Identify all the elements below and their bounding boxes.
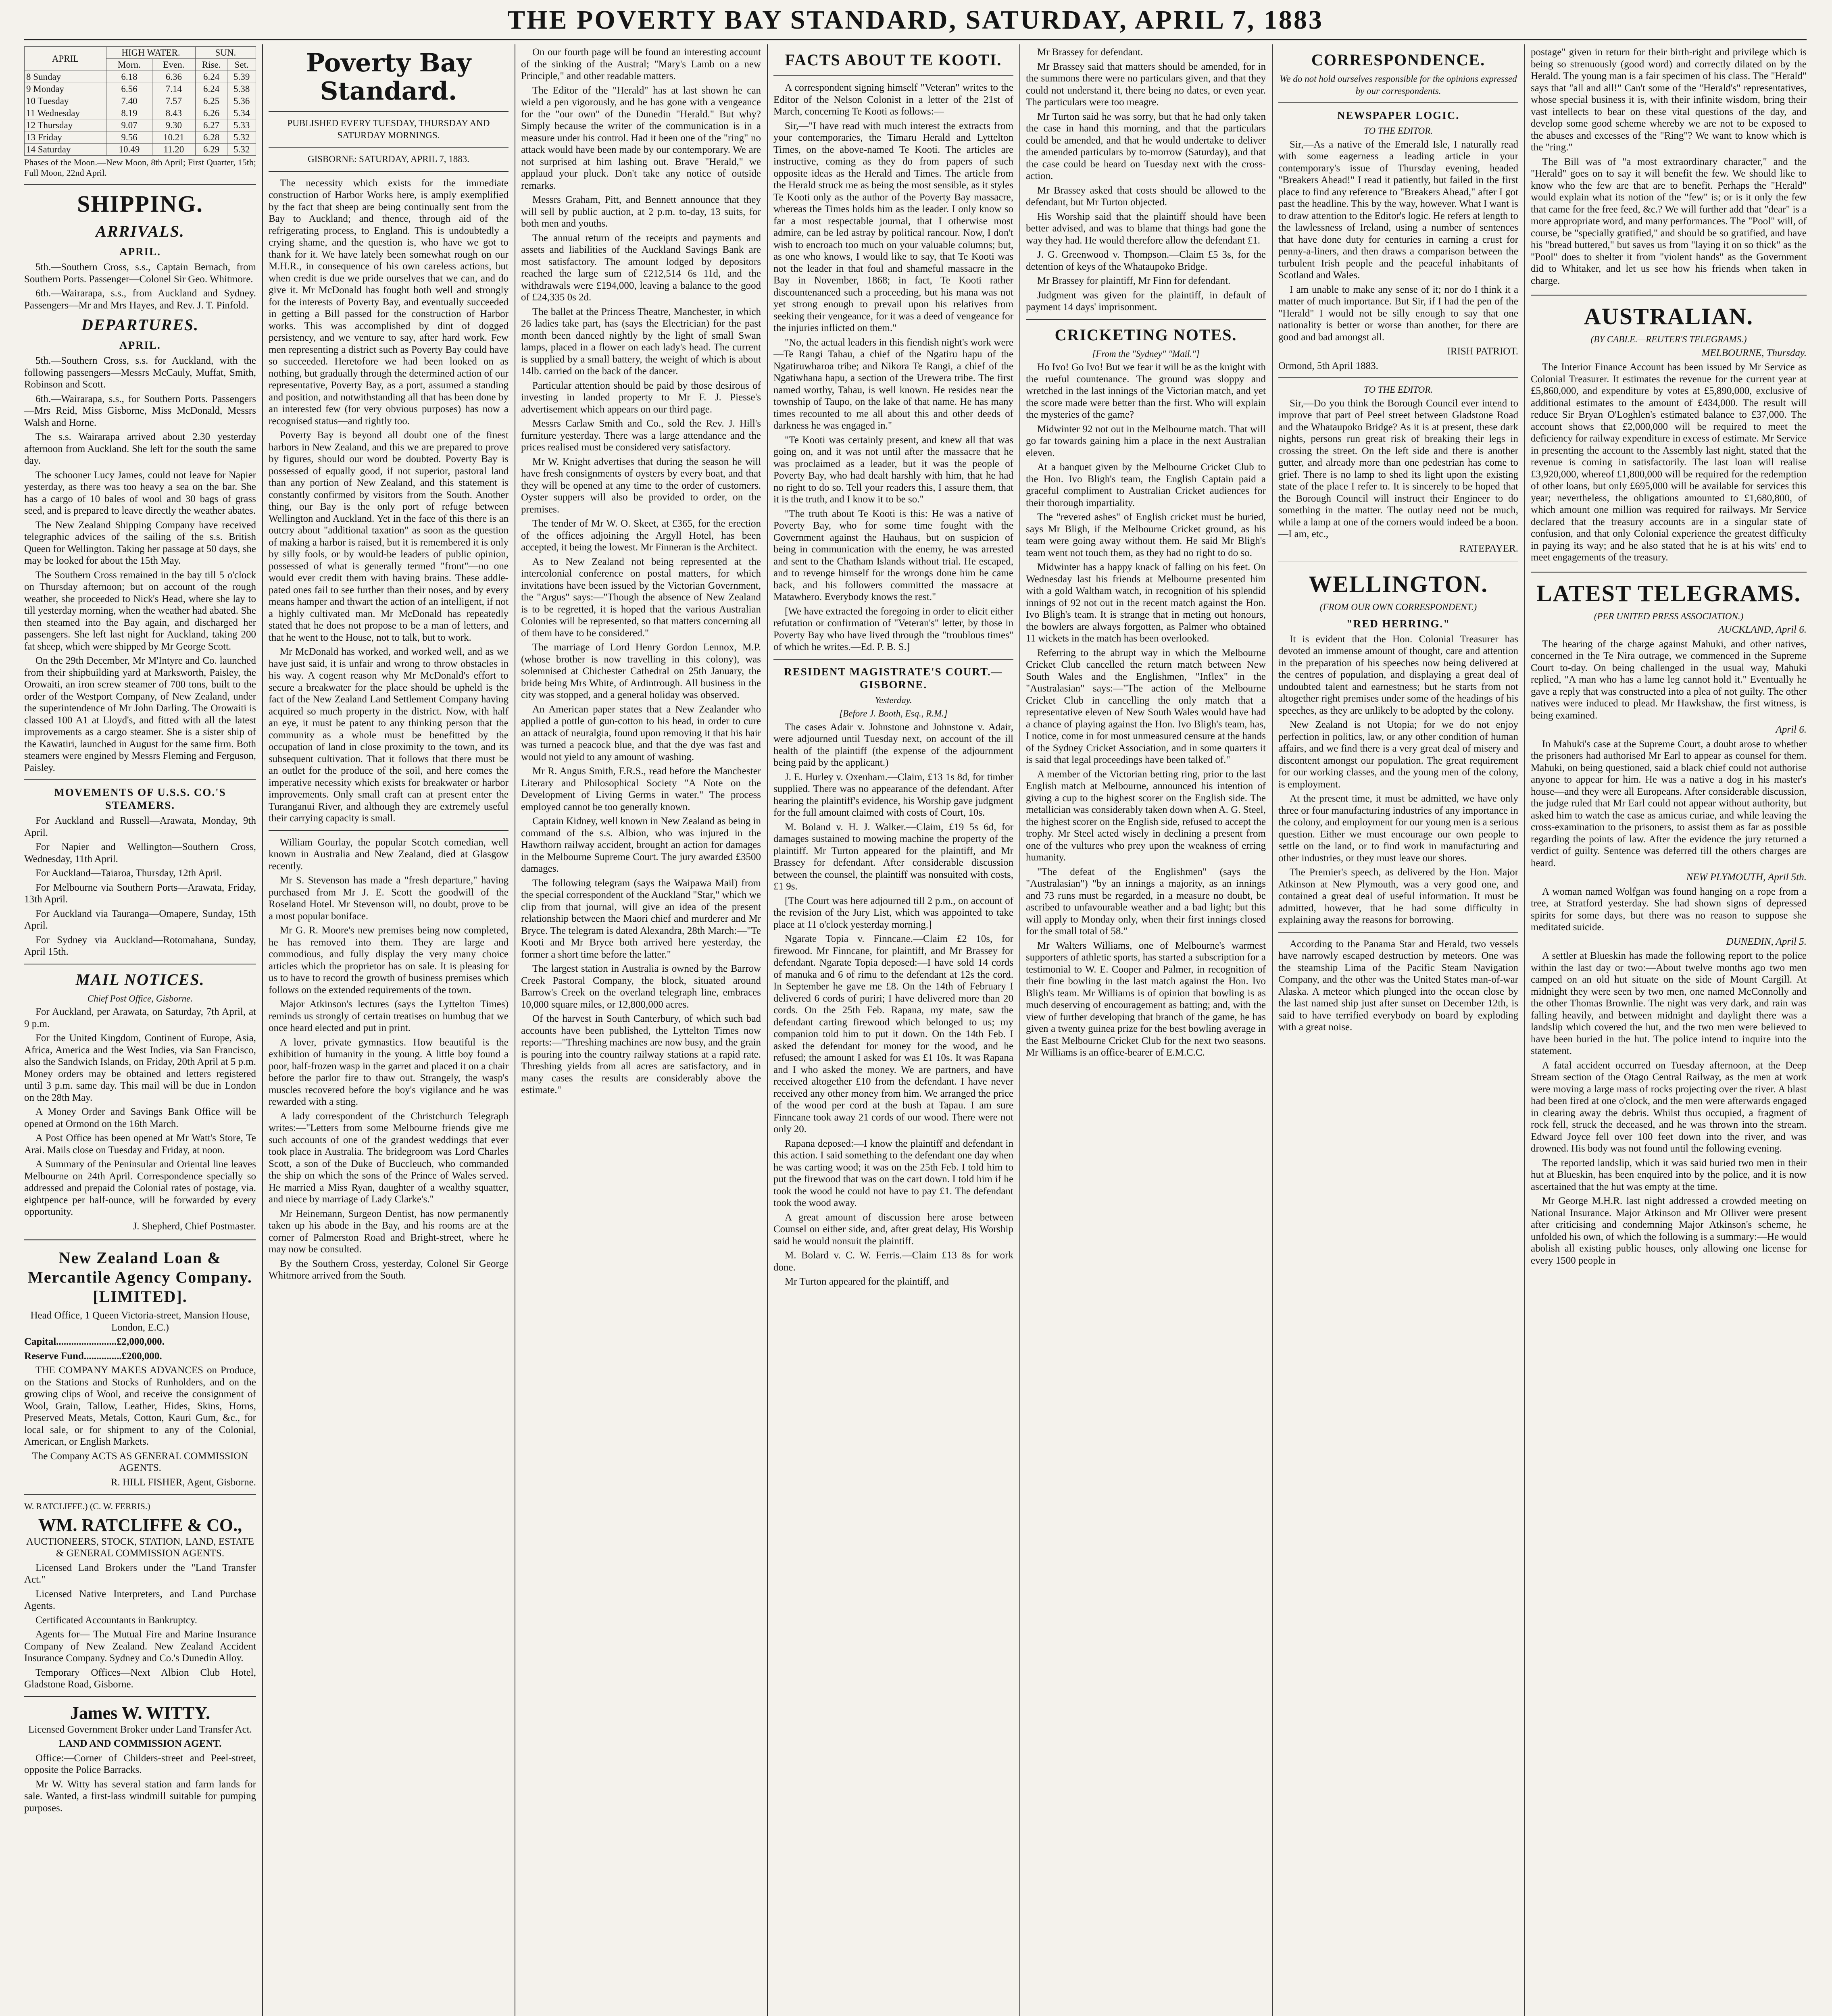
tide-cell: 5.39 — [227, 71, 256, 83]
dateline: DUNEDIN, April 5. — [1726, 936, 1807, 947]
tide-day-name: Friday — [38, 132, 62, 142]
postmaster-signature: J. Shepherd, Chief Postmaster. — [133, 1220, 256, 1232]
article-paragraph: The Premier's speech, as delivered by the Hon. Major Atkinson at New Plymouth, was a very good one, and contained a great deal of useful information. It must be admitted, however, that he had some difficulty in explaining away the reasons for borrowing. — [1278, 867, 1518, 925]
tide-cell: 5.32 — [227, 131, 256, 144]
movement-entry: For Auckland and Russell—Arawata, Monday, 9th April. — [24, 815, 256, 838]
tide-table — [24, 46, 256, 156]
cricket-paragraph: "The defeat of the Englishmen" (says the "Australasian") "by an innings a majority, as an innings and 73 runs must be regarded, in a measure no doubt, be ascribed to unfavourable weather and a bad light; but this will apply to Monday only, when their first innings closed for the small total of 58." — [1026, 866, 1266, 937]
column-5 — [1026, 46, 1266, 2016]
shipping-paragraph: The New Zealand Shipping Company have received telegraphic advices of the sailing of the s.s. British Queen for Wellington. Taking her passage at 50 days, she may be looked for about the 15th May. — [24, 519, 256, 566]
court-case: Judgment was given for the plaintiff, in default of payment 14 days' imprisonment. — [1026, 289, 1266, 312]
divider — [1278, 377, 1518, 378]
article-paragraph: It is evident that the Hon. Colonial Treasurer has devoted an immense amount of thought, care and attention in the preparation of his speeches now being delivered at the centres of population, and displaying a great deal of undoubted talent and earnestness; but he starts from not altogether right premises under some of the headings of his speeches, as they are unlikely to be adopted by the colony. — [1278, 633, 1518, 716]
mail-notice: A Post Office has been opened at Mr Watt's Store, Te Arai. Mails close on Tuesday and Friday, at noon. — [24, 1133, 256, 1156]
divider — [1531, 571, 1807, 573]
ratcliffe-partners: W. RATCLIFFE.) (C. W. FERRIS.) — [24, 1501, 150, 1511]
tide-row — [25, 71, 256, 83]
tide-row — [25, 131, 256, 144]
nz-loan-capital: Capital........................£2,000,000. — [24, 1336, 165, 1347]
tide-day — [25, 83, 106, 95]
ratcliffe-line: Licensed Land Brokers under the "Land Transfer Act." — [24, 1562, 256, 1585]
masthead: THE POVERTY BAY STANDARD, SATURDAY, APRIL 7, 1883 — [507, 5, 1323, 35]
editorial-dateline: GISBORNE: SATURDAY, APRIL 7, 1883. — [307, 154, 470, 164]
court-case: A great amount of discussion here arose between Counsel on either side, and, after great delay, His Worship said he would nonsuit the plaintiff. — [773, 1212, 1013, 1247]
ratcliffe-firm-name: WM. RATCLIFFE & CO., — [38, 1515, 242, 1535]
court-case: J. G. Greenwood v. Thompson.—Claim £5 3s, for the detention of keys of the Whataupoko Bridge. — [1026, 249, 1266, 272]
tide-day-name: Saturday — [38, 144, 71, 154]
column-4 — [773, 46, 1013, 2016]
divider — [269, 147, 509, 148]
court-magistrate: [Before J. Booth, Esq., R.M.] — [839, 708, 948, 719]
tide-day-number: 9 — [26, 84, 31, 94]
tide-cell: 7.40 — [106, 95, 152, 107]
tide-day — [25, 131, 106, 144]
sun-heading: SUN. — [195, 47, 256, 59]
te-kooti-headline: FACTS ABOUT TE KOOTI. — [785, 51, 1002, 69]
letter-signature: IRISH PATRIOT. — [1447, 346, 1518, 357]
news-paragraph: Messrs Carlaw Smith and Co., sold the Rev. J. Hill's furniture yesterday. There was a large attendance and the prices realised must be considered very satisfactory. — [521, 418, 761, 453]
movement-entry: For Auckland via Tauranga—Omapere, Sunday, 15th April. — [24, 908, 256, 931]
letter-headline: NEWSPAPER LOGIC. — [1337, 109, 1460, 121]
tide-day-name: Monday — [33, 84, 64, 94]
dateline: NEW PLYMOUTH, April 5th. — [1686, 872, 1807, 883]
court-day: Yesterday. — [875, 695, 912, 705]
ratcliffe-line: Agents for— The Mutual Fire and Marine Insurance Company of New Zealand. New Zealand Accident Insurance Company. Sydney and Co.'s Dunedin Alloy. — [24, 1629, 256, 1664]
tide-cell: 6.24 — [195, 71, 227, 83]
nz-loan-body: THE COMPANY MAKES ADVANCES on Produce, on the Stations and Stocks of Runholders, and on the growing clips of Wool, and receive the consignment of Wool, Grain, Tallow, Leather, Hides, Skins, Horns, Preserved Meats, Metals, Cotton, Kauri Gum, &c., for local sale, or for shipment to any of the Colonial, American, or English Markets. — [24, 1365, 256, 1447]
editorial-paragraph: The necessity which exists for the immediate construction of Harbor Works here, is amply exemplified by the fact that sheep are being continually sent from the Bay to Auckland; and thence, through aid of the refrigerating process, to England. This is undoubtedly a crying shame, and the question is, who have we got to thank for it. We have lately been somewhat rough on our M.H.R., in consequence of his own careless actions, but when credit is due we pride ourselves that we can, and do give it. Mr McDonald has fought both well and strongly for the interests of Poverty Bay, and eventually succeeded in getting a Bill passed for the construction of Harbor works. This was accomplished by dint of dogged persistency, and we venture to say, after hard work. Few men representing a district such as Poverty Bay could have so succeeded. Heretofore we had been looked on as nothing, but gradually through the determined action of our representative, Poverty Bay, as a port, assumed a standing and position, and notwithstanding all that has been done by an interested few (for very obvious purposes) has now a recognised status—and rightly too. — [269, 177, 509, 427]
telegram-paragraph: In Mahuki's case at the Supreme Court, a doubt arose to whether the prisoners had authorised Mr Earl to appear as counsel for them. Mahuki, on being questioned, said a black chief could not authorise anyone to appear for him. He was a native a dog in his master's house—and they were all Europeans. After considerable discussion, the judge ruled that Mr Earl could not appear without authority, but asked him to watch the case as amicus curiae, and while leaving the cross-examination to the prisoners, to assist them as far as possible regarding the points of law. After the evidence the jury returned a verdict of guilty. Sentence was deferred till the others charges are heard. — [1531, 738, 1807, 868]
column-1 — [24, 46, 256, 2016]
court-case: [The Court was here adjourned till 2 p.m., on account of the revision of the Jury List, which was appointed to take place at 11 o'clock yesterday morning.] — [773, 895, 1013, 930]
witty-sub: LAND AND COMMISSION AGENT. — [58, 1738, 222, 1749]
article-paragraph: A correspondent signing himself "Veteran" writes to the Editor of the Nelson Colonist in a letter of the 21st of March, concerning Te Kooti as follows:— — [773, 82, 1013, 117]
mail-notice: A Money Order and Savings Bank Office will be opened at Ormond on the 16th March. — [24, 1106, 256, 1129]
wellington-source: (FROM OUR OWN CORRESPONDENT.) — [1319, 602, 1477, 612]
court-case: Rapana deposed:—I know the plaintiff and defendant in this action. I said something to the defendant one day when he was carting wood; it was on the 25th Feb. I told him to put the firewood that was on the cart down. I told him if he took the wood he could not have to pay £1. The defendant took the wood away. — [773, 1138, 1013, 1208]
column-divider — [1019, 44, 1020, 2016]
tide-day — [25, 71, 106, 83]
news-paragraph: Captain Kidney, well known in New Zealand as being in command of the s.s. Albion, who was injured in the Hawthorn railway accident, brought an action for damages in the Melbourne Supreme Court. The jury awarded £3500 damages. — [521, 816, 761, 874]
divider — [24, 1696, 256, 1697]
telegram-paragraph: The reported landslip, which it was said buried two men in their hut at Blueskin, has been enquired into by the police, and it is now ascertained that the hut was empty at the time. — [1531, 1157, 1807, 1192]
telegram-paragraph: A settler at Blueskin has made the following report to the police within the last day or two:—About twelve months ago two men camped on an old hut situate on the side of Mount Cargill. At midnight they were seen by two men, one named McConnolly and the other Thomas Brownlie. The night was very dark, and rain was falling heavily, and between midnight and daylight there was a landslip which covered the hut, and the two men were believed to have been buried in the hut. The police intend to inquire into the statement. — [1531, 950, 1807, 1056]
shipping-heading: SHIPPING. — [77, 191, 203, 217]
tide-row — [25, 144, 256, 156]
latest-telegrams-source: (PER UNITED PRESS ASSOCIATION.) — [1594, 611, 1744, 621]
tide-row — [25, 95, 256, 107]
tide-col-even: Even. — [152, 59, 195, 71]
movement-entry: For Napier and Wellington—Southern Cross, Wednesday, 11th April. — [24, 841, 256, 864]
dateline: AUCKLAND, April 6. — [1718, 624, 1807, 635]
news-paragraph: The marriage of Lord Henry Gordon Lennox, M.P. (whose brother is now travelling in this colony), was solemnised at Chichester Cathedral on 25th January, the bride being Mrs White, of Ardintrough. All business in the city was stopped, and a general holiday was observed. — [521, 642, 761, 700]
dateline: MELBOURNE, Thursday. — [1701, 347, 1807, 358]
tide-table-body — [25, 71, 256, 156]
tide-day-number: 12 — [26, 120, 35, 130]
movement-entry: For Melbourne via Southern Ports—Arawata, Friday, 13th April. — [24, 882, 256, 905]
tide-cell: 6.26 — [195, 107, 227, 119]
tide-cell: 6.25 — [195, 95, 227, 107]
wellington-headline: WELLINGTON. — [1309, 571, 1488, 597]
news-paragraph: By the Southern Cross, yesterday, Colonel Sir George Whitmore arrived from the South. — [269, 1258, 509, 1281]
tide-day-name: Thursday — [38, 120, 73, 130]
ratcliffe-line: Temporary Offices—Next Albion Club Hotel, Gladstone Road, Gisborne. — [24, 1667, 256, 1690]
tide-day-number: 14 — [26, 144, 35, 154]
departures-heading: DEPARTURES. — [81, 316, 199, 334]
tide-cell: 5.36 — [227, 95, 256, 107]
movements-heading: MOVEMENTS OF U.S.S. CO.'S STEAMERS. — [54, 786, 226, 811]
news-paragraph: A lover, private gymnastics. How beautiful is the exhibition of humanity in the young. A little boy found a poor, half-frozen wasp in the garret and placed it on a chair before the parlor fire to thaw out. Strangely, the wasp's muscles recovered before the boy's vigilance and he was rewarded with a sting. — [269, 1037, 509, 1107]
letter-salutation: TO THE EDITOR. — [1363, 385, 1433, 395]
mail-notices-heading: MAIL NOTICES. — [75, 970, 205, 989]
nz-loan-office: Head Office, 1 Queen Victoria-street, Mansion House, London, E.C.) — [30, 1310, 250, 1333]
column-divider — [262, 44, 263, 2016]
cricket-paragraph: Ho Ivo! Go Ivo! But we fear it will be as the knight with the rueful countenance. The ground was sloppy and wretched in the last innings of the Victorian match, and yet the score made were better than the first. Who will explain the mysteries of the game? — [1026, 362, 1266, 420]
article-paragraph: New Zealand is not Utopia; for we do not enjoy perfection in politics, law, or any other condition of human affairs, and we find there is a very great deal of misery and discontent amongst our population. The great requirement for our working classes, and the young men of the colony, is employment. — [1278, 719, 1518, 790]
tide-cell: 8.43 — [152, 107, 195, 119]
editorial-paragraph: Poverty Bay is beyond all doubt one of the finest harbors in New Zealand, and this we are prepared to prove by figures, should our word be doubted. Poverty Bay is possessed of equally good, if not superior, pastoral land than any portion of New Zealand, and this statement is constantly confirmed by visitors from the South. Another thing, our Bay is the only port of refuge between Wellington and Auckland. Yet in the face of this there is an outcry about "additional taxation" as soon as the question of making a harbor is raised, but it is remembered it is only by silly fools, or by would-be leaders of public opinion, possessed of what is generally termed "front"—no one would ever credit them with having brains. These addle-pated ones fail to see further than their noses, and by every means hamper and thwart the action of an intelligent, if not a highly cultivated man. Mr McDonald has repeatedly stated that he does not propose to be a man of letters, and that he went to the House, not to talk, but to work. — [269, 430, 509, 643]
ratcliffe-services: AUCTIONEERS, STOCK, STATION, LAND, ESTATE & GENERAL COMMISSION AGENTS. — [26, 1536, 254, 1559]
column-2 — [269, 46, 509, 2016]
news-paragraph: An American paper states that a New Zealander who applied a pottle of gun-cotton to his head, in order to cure an attack of neuralgia, found upon removing it that his hair was turned a peacock blue, and that the dye was fast and would not yield to any amount of washing. — [521, 704, 761, 762]
nz-loan-agent: R. HILL FISHER, Agent, Gisborne. — [110, 1477, 256, 1488]
tide-cell: 6.27 — [195, 119, 227, 131]
news-paragraph: Major Atkinson's lectures (says the Lyttelton Times) reminds us strongly of certain treatises on humbug that we once heard elected and put in print. — [269, 999, 509, 1033]
mail-notice: For the United Kingdom, Continent of Europe, Asia, Africa, America and the West Indies, via San Francisco, also the Sandwich Islands, on Friday, 20th April at 5 p.m. Money orders may be obtained and letters registered until 3 p.m. same day. This mail will be due in London on the 28th May. — [24, 1033, 256, 1103]
news-paragraph: Mr G. R. Moore's new premises being now completed, he has removed into them. They are large and commodious, and fully display the very many choice articles which the proprietor has on sale. It is pleasing for us to have to record the growth of business premises which follows on the extended requirements of the town. — [269, 925, 509, 996]
court-case: M. Boland v. H. J. Walker.—Claim, £19 5s 6d, for damages sustained to mowing machine the property of the plaintiff. Mr Turton appeared for the plaintiff, and Mr Brassey for defendant. After considerable discussion between the counsel, the plaintiff was nonsuited with costs, £1 9s. — [773, 821, 1013, 892]
court-case: The cases Adair v. Johnstone and Johnstone v. Adair, were adjourned until Tuesday next, on account of the ill health of the plaintiff (the expense of the adjournment being paid by the applicant.) — [773, 721, 1013, 768]
tide-cell: 8.19 — [106, 107, 152, 119]
court-case: Mr Brassey asked that costs should be allowed to the defendant, but Mr Turton objected. — [1026, 185, 1266, 208]
court-case: M. Bolard v. C. W. Ferris.—Claim £13 8s for work done. — [773, 1250, 1013, 1273]
article-paragraph: "Te Kooti was certainly present, and knew all that was going on, and it was not until after the massacre that he was proclaimed as a leader, but it was the people of Poverty Bay, who had dealt harshly with him, that he had no right to do so. Tell your readers this, I assure them, that it is the truth, and I know it to be so." — [773, 434, 1013, 505]
cricket-paragraph: At a banquet given by the Melbourne Cricket Club to the Hon. Ivo Bligh's team, the English Captain paid a graceful compliment to Australian Cricket audiences for their thorough impartiality. — [1026, 462, 1266, 508]
court-case: Mr Brassey for plaintiff, Mr Finn for defendant. — [1037, 275, 1231, 286]
telegram-paragraph: The Interior Finance Account has been issued by Mr Service as Colonial Treasurer. It estimates the revenue for the current year at £5,860,000, and expenditure by votes at £5,890,000, exclusive of additional estimates to the amount of £434,000. The result will reduce Sir Bryan O'Loghlen's estimated balance to £37,000. The account shows that £2,000,000 will be required to meet the deficiency for railway expenditure in excess of estimate. Mr Service in presenting the account to the Assembly last night, stated that the revenue is coming in satisfactorily. The last loan will realise £3,920,000, whereof £1,800,000 will be required for the redemption of other loans, but only £695,000 will be available for services this year; nevertheless, the obligations amounted to £1,680,800, of which amount one million was required for railways. Mr Service declared that the treasury accounts are in a singular state of confusion, and that only Colonial experience the greatest difficulty in paying its way; and he also stated that he is at his wits' end to meet engagements of the treasury. — [1531, 362, 1807, 563]
tide-day — [25, 144, 106, 156]
letter-paragraph: I am unable to make any sense of it; nor do I think it a matter of much importance. But Sir, if I had the pen of the "Herald" I would not be silly enough to say that one nationality is better or worse than another, for there are good and bad amongst all. — [1278, 284, 1518, 343]
news-paragraph: On our fourth page will be found an interesting account of the sinking of the Austral; "Mary's Lamb on a new Principle," and other readable matters. — [521, 47, 761, 81]
tide-heading: HIGH WATER. — [106, 47, 196, 59]
publication-schedule: PUBLISHED EVERY TUESDAY, THURSDAY AND SATURDAY MORNINGS. — [287, 118, 490, 140]
cricket-paragraph: Referring to the abrupt way in which the Melbourne Cricket Club cancelled the return match between New South Wales and the Englishmen, "Inflex" in the "Australasian" says:—"The action of the Melbourne Cricket Club in cancelling the only match that a representative eleven of New South Wales would have had a chance of playing against the Hon. Ivo Bligh's team, has, I notice, come in for most unmeasured censure at the hands of the Sydney Cricket Association, and in some quarters it is said that legal proceedings have been talked of." — [1026, 647, 1266, 765]
ratcliffe-line: Licensed Native Interpreters, and Land Purchase Agents. — [24, 1588, 256, 1611]
divider — [1278, 562, 1518, 563]
news-paragraph: As to New Zealand not being represented at the intercolonial conference on postal matters, for which invitations have been issued by the Victorian Government, the "Argus" says:—"Though the absence of New Zealand is to be regretted, it is hoped that the various Australian Colonies will be represented, so that matters concerning all of them have to be considered." — [521, 556, 761, 639]
divider — [269, 171, 509, 172]
shipping-paragraph: The s.s. Wairarapa arrived about 2.30 yesterday afternoon from Auckland. She left for the south the same day. — [24, 431, 256, 466]
telegram-paragraph: A fatal accident occurred on Tuesday afternoon, at the Deep Stream section of the Otago Central Railway, as the men at work were moving a large mass of rocks projecting over the river. A blast had been fired at one o'clock, and the men were afterwards engaged in clearing away the debris. Whilst thus occupied, a fragment of rock fell, struck the deceased, and he was thrown into the stream. Edward Joyce fell over 100 feet down into the river, and was drowned. His body was not found until the following evening. — [1531, 1060, 1807, 1154]
tide-cell: 9.30 — [152, 119, 195, 131]
news-paragraph: Mr S. Stevenson has made a "fresh departure," having purchased from Mr J. E. Scott the goodwill of the Roseland Hotel. Mr Stevenson will, no doubt, prove to be a most popular boniface. — [269, 875, 509, 922]
tide-cell: 11.20 — [152, 144, 195, 156]
divider — [1278, 932, 1518, 933]
tide-day-number: 11 — [26, 108, 35, 118]
news-paragraph: Particular attention should be paid by those desirous of investing in landed property to Mr F. J. Piesse's advertisement which appears on our third page. — [521, 380, 761, 415]
telegram-paragraph: A woman named Wolfgan was found hanging on a rope from a tree, at Stratford yesterday. She had shown signs of depressed spirits for some days, but there was no reason to suppose she meditated suicide. — [1531, 886, 1807, 933]
departure-entry: 5th.—Southern Cross, s.s. for Auckland, with the following passengers—Messrs McCauly, Muffat, Smith, Robinson and Scott. — [24, 355, 256, 390]
tide-cell: 5.38 — [227, 83, 256, 95]
cricket-paragraph: Mr Walters Williams, one of Melbourne's warmest supporters of athletic sports, has started a subscription for a testimonial to W. E. Cooper and Palmer, in recognition of their fine bowling in the last match against the Hon. Ivo Bligh's team. Mr Williams is of opinion that bowling is as much deserving of encouragement as batting; and, with the view of further developing that branch of the game, he has given a twenty guinea prize for the best bowling average in the East Melbourne Cricket Club for the next two seasons. Mr Williams is an office-bearer of E.M.C.C. — [1026, 940, 1266, 1058]
tide-cell: 10.49 — [106, 144, 152, 156]
tide-cell: 6.28 — [195, 131, 227, 144]
movement-entry: For Auckland—Taiaroa, Thursday, 12th April. — [35, 868, 222, 879]
cricket-paragraph: Midwinter 92 not out in the Melbourne match. That will go far towards gaining him a place in the next Australian eleven. — [1026, 423, 1266, 458]
telegram-paragraph: Mr George M.H.R. last night addressed a crowded meeting on National Insurance. Major Atkinson and Mr Olliver were present after criticising and condemning Major Atkinson's scheme, he unfolded his own, of which the following is a summary:—He would abolish all existing public houses, only allowing one license for every 1500 people in — [1531, 1195, 1807, 1266]
news-paragraph: Mr Heinemann, Surgeon Dentist, has now permanently taken up his abode in the Bay, and his rooms are at the corner of Palmerston Road and Bright-street, where he may now be consulted. — [269, 1208, 509, 1255]
divider — [269, 830, 509, 831]
nz-loan-title: New Zealand Loan & Mercantile Agency Company. [LIMITED]. — [28, 1249, 252, 1306]
column-3 — [521, 46, 761, 2016]
tide-day-name: Sunday — [33, 72, 61, 82]
divider — [24, 1239, 256, 1241]
tide-day-number: 10 — [26, 96, 35, 106]
article-paragraph: Sir,—"I have read with much interest the extracts from your contemporaries, the Timaru Herald and Lyttelton Times, on the above-named Te Kooti. The articles are instructive, coming as they do from papers of such opposite ideas as the Herald and Times. The article from the Herald struck me as being the most sensible, as it styles Te Kooti only as the author of the Poverty Bay massacre, whereas the Times holds him as the leader. I only know so far a most respectable journal, that I otherwise most admire, can be led astray by political rancour. Now, I don't wish to encroach too much on your valuable columns; but, as one who knows, I would like to say, that Te Kooti was not the leader in that foul and shameful massacre in the Bay in November, 1868; in fact, Te Kooti rather discountenanced such a proceeding, but his mana was not yet strong enough to prevail upon his relatives from seeking their vengeance, for it was a deed of vengeance for the injuries inflicted on them." — [773, 120, 1013, 333]
tide-cell: 10.21 — [152, 131, 195, 144]
court-case: J. E. Hurley v. Oxenham.—Claim, £13 1s 8d, for timber supplied. There was no appearance of the defendant. After hearing the plaintiff's evidence, his Worship gave judgment for the full amount claimed with costs of Court, 10s. — [773, 771, 1013, 818]
divider — [269, 111, 509, 112]
latest-telegrams-headline: LATEST TELEGRAMS. — [1536, 580, 1801, 606]
cricket-paragraph: Midwinter has a happy knack of falling on his feet. On Wednesday last his friends at Melbourne presented him with a gold Waltham watch, in recognition of his splendid innings of 92 not out in the recent match against the Hon. Ivo Bligh's team. It is strange that in meting out honours, the bowlers are always forgotten, as Palmer who obtained 11 wickets in the match has been overlooked. — [1026, 562, 1266, 644]
tide-cell: 9.07 — [106, 119, 152, 131]
nz-loan-reserve: Reserve Fund...............£200,000. — [24, 1350, 162, 1362]
mail-notices-source: Chief Post Office, Gisborne. — [87, 993, 193, 1004]
tide-cell: 6.18 — [106, 71, 152, 83]
article-paragraph: According to the Panama Star and Herald, two vessels have narrowly escaped destruction by meteors. One was the steamship Lima of the Pacific Steam Navigation Company, and the other was the United States man-of-war Alaska. A meteor which plunged into the ocean close by the last named ship just after sunset on December 12th, is said to have terrified everybody on board by exploding with a great noise. — [1278, 938, 1518, 1033]
news-paragraph: Messrs Graham, Pitt, and Bennett announce that they will sell by public auction, at 2 p.m. to-day, 13 suits, for both men and youths. — [521, 194, 761, 229]
departures-month: APRIL. — [119, 339, 161, 351]
letter-paragraph: Sir,—As a native of the Emerald Isle, I naturally read with some eagerness a leading article in your contemporary's issue of Thursday evening, headed "Breakers Ahead!" I read it patiently, but failed in the first place to find any reference to "Breakers Ahead," after I got past the headline. This by the way, however. What I want is to draw attention to the Editor's logic. He refers at length to the lawlessness of Ireland, using a number of sentences that have done duty for centuries in earning a crust for penny-a-liners, and then draws a comparison between the turbulent Irish people and the peaceful inhabitants of Scotland and Wales. — [1278, 139, 1518, 281]
column-divider — [767, 44, 768, 2016]
news-paragraph: The ballet at the Princess Theatre, Manchester, in which 26 ladies take part, has (says the Electrician) for the past month been danced nightly by the light of small Swan lamps, placed in a flower on each lady's head. The current is supplied by a small battery, the weight of which is about 14lb. carried on the back of the dancer. — [521, 306, 761, 377]
news-paragraph: The largest station in Australia is owned by the Barrow Creek Pastoral Company, the block, situated around Barrow's Creek on the overland telegraph line, embraces 10,000 square miles, or 12,800,000 acres. — [521, 963, 761, 1010]
divider — [1026, 319, 1266, 320]
moon-phases: Phases of the Moon.—New Moon, 8th April; First Quarter, 15th; Full Moon, 22nd April. — [24, 157, 256, 178]
news-paragraph: William Gourlay, the popular Scotch comedian, well known in Australia and New Zealand, died at Glasgow recently. — [269, 837, 509, 872]
article-paragraph: postage" given in return for their birth-right and privilege which is being so strenuously (good word) and correctly dilated on by the Herald. The young man is a fair specimen of his class. The "Herald" says that "all and all!" Can't some of the "Herald's" representatives, whose special business it is, with their infinite wisdom, bring their vast intellects to bear on these vital questions of the day, and develop some good scheme whereby we are not to be exposed to the abuses and excesses of the "Ring"? We want to know which is the "ring." — [1531, 47, 1807, 153]
editor-note: [We have extracted the foregoing in order to elicit either refutation or confirmation of "Veteran's" letter, by those in Poverty Bay who have lived through the "troublous times" of which he writes.—Ed. P. B. S.] — [773, 606, 1013, 652]
article-paragraph: The Bill was of "a most extraordinary character," and the "Herald" goes on to say it will benefit the few. We should like to know who the few are that are to benefit. Perhaps the "Herald" would explain what its notion of the "few" is; or is it only the few that came for the free feed, &c.? We will further add that "dear" is a more appropriate word, and many performances. The "Pool" will, of course, be "specially gratified," and should be so gratified, and have his "bread buttered," but saves us from "laying it on so thick" as the "Pool" does to shelter it from "violent hands" as the Government did to Whitaker, and let us see how his friends when taken in charge. — [1531, 156, 1807, 286]
cricket-paragraph: A member of the Victorian betting ring, prior to the last English match at Melbourne, announced his intention of giving a cup to the highest scorer on the English side. The metallician was considerably taken down when A. G. Steel, the highest scorer on the English side, refused to accept the trophy. Mr Steel acted wisely in declining a present from one of the vultures who prey upon the weakness of erring humanity. — [1026, 768, 1266, 863]
arrival-entry: 5th.—Southern Cross, s.s., Captain Bernach, from Southern Ports. Passenger—Colonel Sir Geo. Whitmore. — [24, 262, 256, 285]
ratcliffe-line: Certificated Accountants in Bankruptcy. — [35, 1614, 198, 1626]
tide-month-header: APRIL — [25, 47, 106, 71]
tide-row — [25, 119, 256, 131]
tide-day — [25, 119, 106, 131]
divider — [24, 1494, 256, 1495]
tide-col-morn: Morn. — [106, 59, 152, 71]
shipping-paragraph: On the 29th December, Mr M'Intyre and Co. launched from their shipbuilding yard at Marksworth, Paisley, the Orowaiti, an iron screw steamer of 700 tons, built to the order of the Westport Company, of New Zealand, under the superintendence of Mr John Darling. The Orowaiti is classed 100 A1 at Lloyd's, and fitted with all the latest improvements as a cargo steamer. She is a sister ship of the Kawatiri, launched in August for the same firm. Both steamers were engined by Messrs Fleming and Ferguson, Paisley. — [24, 655, 256, 773]
court-case: His Worship said that the plaintiff should have been better advised, and was to blame that things had gone the way they had. He would therefore allow the defendant £1. — [1026, 211, 1266, 246]
tide-cell: 9.56 — [106, 131, 152, 144]
article-paragraph: "The truth about Te Kooti is this: He was a native of Poverty Bay, who for some time fought with the Government against the Hauhaus, but on suspicion of being in communication with the enemy, he was arrested and sent to the Chatham Islands without trial. He escaped, and to revenge himself for the wrongs done him he came back, and his followers committed the massacre at Matawhero. Everybody knows the rest." — [773, 508, 1013, 602]
tide-cell: 7.14 — [152, 83, 195, 95]
witty-notice: Mr W. Witty has several station and farm lands for sale. Wanted, a first-lass windmill suitable for pumping purposes. — [24, 1779, 256, 1814]
dateline: April 6. — [1776, 724, 1807, 735]
news-paragraph: The annual return of the receipts and payments and assets and liabilities of the Auckland Savings Bank are most satisfactory. The amount lodged by depositors reached the large sum of £212,514 6s 11d, and the withdrawals were £194,000, leaving a balance to the good of £24,335 0s 2d. — [521, 232, 761, 303]
tide-col-rise: Rise. — [195, 59, 227, 71]
divider — [773, 75, 1013, 76]
divider — [24, 779, 256, 780]
tide-col-set: Set. — [227, 59, 256, 71]
court-case: Mr Turton appeared for the plaintiff, and — [785, 1276, 949, 1287]
tide-day-name: Tuesday — [38, 96, 69, 106]
mail-notice: For Auckland, per Arawata, on Saturday, 7th April, at 9 p.m. — [24, 1006, 256, 1029]
tide-day-number: 13 — [26, 132, 35, 142]
tide-row — [25, 83, 256, 95]
shipping-paragraph: The Southern Cross remained in the bay till 5 o'clock on Thursday afternoon; but on account of the rough weather, she proceeded to Nick's Head, where she lay to till yesterday morning, when the weather had abated. She then steamed into the Bay again, and discharged her passengers. She left last night for Auckland, taking 200 fat sheep, which were shipped by Mr George Scott. — [24, 569, 256, 652]
masthead-rule — [24, 39, 1807, 40]
tide-day-name: Wednesday — [37, 108, 80, 118]
news-paragraph: Mr W. Knight advertises that during the season he will have fresh consignments of oysters by every boat, and that they will be opened at any time to the order of customers. Oyster suppers will also be provided to order, on the premises. — [521, 456, 761, 515]
arrivals-month: APRIL. — [119, 246, 161, 258]
tide-cell: 6.24 — [195, 83, 227, 95]
letter-salutation: TO THE EDITOR. — [1363, 126, 1433, 136]
tide-cell: 5.34 — [227, 107, 256, 119]
news-paragraph: The following telegram (says the Waipawa Mail) from the special correspondent of the Auckland "Star," which we clip from that journal, will give an idea of the present relationship between the Maori chief and murderer and Mr Bryce. The telegram is dated Alexandra, 28th March:—"Te Kooti and Mr Bryce both arrived here yesterday, the former a short time before the latter." — [521, 877, 761, 960]
divider — [773, 659, 1013, 660]
divider — [1278, 102, 1518, 103]
court-case: Ngarate Topia v. Finncane.—Claim £2 10s, for firewood. Mr Finncane, for plaintiff, and Mr Brassey for defendant. Ngarate Topia deposed:—I have sold 14 cords of manuka and 6 of rimu to the defendant at 12s the cord. In September he gave me £8. On the 14th of February I delivered 6 cords of puriri; I have delivered more than 20 cords. On the 25th Feb. Rapana, my mate, saw the defendant carting firewood which belonged to us; my companion told him to put it down. On the 14th Feb. I asked the defendant for money for the wood, and he refused; the amount I asked for was £1 10s. It was Rapana and I who asked the money. We are partners, and have received altogether £10 from the defendant. I have never received any other money from him. We arranged the price of the wood per cord at the bush at Tapau. I am sure Finncane took away 21 cords of our wood. There were not only 20. — [773, 933, 1013, 1135]
departure-entry: 6th.—Wairarapa, s.s., for Southern Ports. Passengers—Mrs Reid, Miss Gisborne, Miss McDonald, Messrs Walsh and Horne. — [24, 393, 256, 428]
shipping-paragraph: The schooner Lucy James, could not leave for Napier yesterday, as there was too heavy a sea on the bar. She has a cargo of 10 bales of wool and 30 bags of grass seed, and is prepared to leave directly the weather abates. — [24, 469, 256, 516]
movement-entry: For Sydney via Auckland—Rotomahana, Sunday, April 15th. — [24, 934, 256, 957]
court-headline: RESIDENT MAGISTRATE'S COURT.—GISBORNE. — [784, 665, 1003, 691]
article-paragraph: "No, the actual leaders in this fiendish night's work were—Te Rangi Tahau, a chief of the Ngatiru hapu of the Ngatiruwharoa tribe; and Nikora Te Rangi, a chief of the Ngatiwhana hapu, a section of the Urewera tribe. The first named worthy, Tahau, is well known. He resides near the township of Taupo, on the lake of that name. He has many times recounted to me all about this and other deeds of darkness he was engaged in." — [773, 337, 1013, 431]
cricket-paragraph: The "revered ashes" of English cricket must be buried, says Mr Bligh, if the Melbourne Cricket ground, as his team were going away without them. He said Mr Bligh's team went not touch them, as they had no right to do so. — [1026, 512, 1266, 558]
tide-cell: 7.57 — [152, 95, 195, 107]
arrivals-heading: ARRIVALS. — [96, 222, 185, 240]
court-case: Mr Brassey said that matters should be amended, for in the summons there were no particulars given, and that they could not understand it, there being no dates, or even year. The particulars were too meagre. — [1026, 61, 1266, 108]
letter-place: Ormond, 5th April 1883. — [1278, 360, 1378, 371]
court-case: Mr Brassey for defendant. — [1037, 47, 1143, 58]
news-paragraph: Mr R. Angus Smith, F.R.S., read before the Manchester Literary and Philosophical Society "A Note on the Development of Living Germs in water." The process employed cannot be too generally known. — [521, 766, 761, 812]
divider — [1531, 294, 1807, 296]
news-paragraph: The Editor of the "Herald" has at last shown he can wield a pen vigorously, and he has gone with a vengeance for the "our own" of the Dunedin "Herald." But why? Simply because the writer of the communication is in a measure under his control. Had it been one of the "ring" no attack would have been made by our contemporary. We are not surprised at him lashing out. Brave "Herald," we applaud your pluck. Don't take any notice of outside remarks. — [521, 85, 761, 191]
australian-headline: AUSTRALIAN. — [1584, 303, 1753, 329]
tide-cell: 5.33 — [227, 119, 256, 131]
cricket-headline: CRICKETING NOTES. — [1055, 325, 1237, 344]
witty-firm-name: James W. WITTY. — [70, 1703, 211, 1723]
letter-paragraph: Sir,—Do you think the Borough Council ever intend to improve that part of Peel street between Gladstone Road and the Whataupoko Bridge? As it is at present, these dark nights, persons run great risk of breaking their legs in crossing the street. On the left side and there is another gutter, and already more than one pedestrian has come to grief. There is no lamp to shed its light upon the existing state of the place I refer to. It is sincerely to be hoped that the Borough Council will instruct their Engineer to do something in the matter. The outlay need not be much, while a lamp at one of the corners would indeed be a boon.—I am, etc., — [1278, 398, 1518, 539]
column-7 — [1531, 46, 1807, 2016]
news-paragraph: Of the harvest in South Canterbury, of which such bad accounts have been published, the Lyttelton Times now reports:—"Threshing machines are now busy, and the grain is pouring into the country railway stations at a rapid rate. Threshing yields from all acres are satisfactory, and in many cases the results are considerably above the estimate." — [521, 1013, 761, 1095]
tide-cell: 6.36 — [152, 71, 195, 83]
news-paragraph: The tender of Mr W. O. Skeet, at £365, for the erection of the offices adjoining the Argyll Hotel, has been accepted, it being the lowest. Mr Finneran is the Architect. — [521, 518, 761, 553]
nz-loan-agents-line: The Company ACTS AS GENERAL COMMISSION AGENTS. — [32, 1450, 248, 1473]
tide-cell: 5.32 — [227, 144, 256, 156]
red-herring-headline: "RED HERRING." — [1346, 617, 1451, 630]
tide-cell: 6.56 — [106, 83, 152, 95]
telegram-paragraph: The hearing of the charge against Mahuki, and other natives, concerned in the Te Nira outrage, we commenced in the Supreme Court to-day. On being challenged in the usual way, Mahuki replied, "A man who has a lame leg cannot hold it." Eventually he gave a reply that was constructed into a plea of not guilty. The other natives were induced to plead. Mr Hawkshaw, the first witness, is being examined. — [1531, 638, 1807, 721]
nameplate: Poverty Bay Standard. — [306, 48, 471, 106]
divider — [24, 184, 256, 185]
court-case: Mr Turton said he was sorry, but that he had only taken the case in hand this morning, and that the particulars could be amended, and that he would undertake to deliver the amended particulars by to-morrow (Saturday), and that the case could be heard on Tuesday next with the cross-action. — [1026, 111, 1266, 181]
column-divider — [1272, 44, 1273, 2016]
news-paragraph: A lady correspondent of the Christchurch Telegraph writes:—"Letters from some Melbourne friends give me such accounts of one of the grandest weddings that ever took place in Australia. The bridegroom was Lord Charles Scott, a son of the Duke of Buccleuch, who commanded the ship on which the sons of the Prince of Wales served. He married a Miss Ryan, daughter of a wealthy squatter, and niece by marriage of Lady Clarke's." — [269, 1110, 509, 1205]
column-divider — [1524, 44, 1525, 2016]
tide-cell: 6.29 — [195, 144, 227, 156]
column-6 — [1278, 46, 1518, 2016]
tide-day-number: 8 — [26, 72, 31, 82]
editorial-paragraph: Mr McDonald has worked, and worked well, and as we have just said, it is unfair and wrong to throw obstacles in his way. A cogent reason why Mr McDonald's effort to secure a breakwater for the place should be upheld is the fact of the New Zealand Land Settlement Company having acquired so much property in the district. Now, with half an eye, it must be patent to any thinking person that the community as a whole must be benefitted by the occupation of land in close proximity to the town, and its subsequent cultivation. That it follows that there must be an outlet for the produce of the soil, and here comes the imperative necessity which exists for breakwater or harbor improvements. Only small craft can at present enter the Turanganui River, and although they are extremely useful their carrying capacity is small. — [269, 646, 509, 824]
correspondence-disclaimer: We do not hold ourselves responsible for the opinions expressed by our correspondents. — [1280, 74, 1517, 96]
tide-day — [25, 107, 106, 119]
witty-office: Office:—Corner of Childers-street and Peel-street, opposite the Police Barracks. — [24, 1752, 256, 1775]
cricket-source: [From the "Sydney" "Mail."] — [1092, 348, 1200, 359]
witty-line: Licensed Government Broker under Land Transfer Act. — [28, 1724, 252, 1735]
tide-day — [25, 95, 106, 107]
mail-notice: A Summary of the Peninsular and Oriental line leaves Melbourne on 24th April. Correspondence specially so addressed and prepaid the Colonial rates of postage, via. eightpence per half-ounce, will be forwarded by every opportunity. — [24, 1159, 256, 1217]
australian-source: (BY CABLE.—REUTER'S TELEGRAMS.) — [1590, 334, 1747, 344]
correspondence-headline: CORRESPONDENCE. — [1311, 51, 1486, 69]
arrival-entry: 6th.—Wairarapa, s.s., from Auckland and Sydney. Passengers—Mr and Mrs Hayes, and Rev. J. T. Pinfold. — [24, 288, 256, 311]
tide-row — [25, 107, 256, 119]
letter-signature: RATEPAYER. — [1459, 543, 1518, 554]
article-paragraph: At the present time, it must be admitted, we have only three or four manufacturing industries of any importance in the colony, and employment for our young men is a serious question. Either we must encourage our own people to settle on the land, or to find work in manufacturing and other industries, or they must leave our shores. — [1278, 793, 1518, 864]
